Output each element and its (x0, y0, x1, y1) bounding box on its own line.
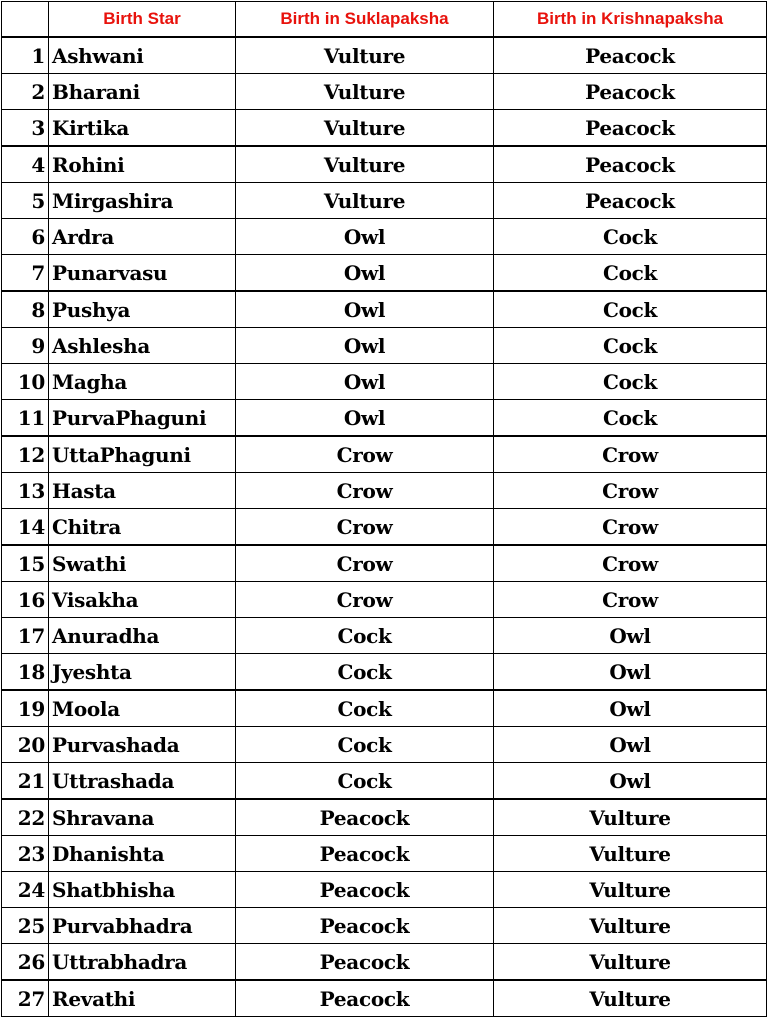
suklapaksha-bird-cell: Vulture (236, 146, 494, 183)
row-number-cell: 21 (2, 763, 49, 800)
suklapaksha-bird-cell: Vulture (236, 37, 494, 74)
row-number-cell: 26 (2, 944, 49, 981)
birth-star-cell: Revathi (49, 980, 236, 1017)
table-row (2, 872, 767, 908)
table-row (2, 219, 767, 255)
suklapaksha-bird-cell: Crow (236, 545, 494, 582)
table-row (2, 328, 767, 364)
row-number-cell: 11 (2, 400, 49, 437)
row-number-cell: 16 (2, 582, 49, 618)
table-row (2, 836, 767, 872)
row-number-cell: 3 (2, 110, 49, 147)
table-row (2, 763, 767, 800)
krishnapaksha-bird-cell: Owl (494, 690, 767, 727)
krishnapaksha-bird-cell: Cock (494, 219, 767, 255)
table-row (2, 74, 767, 110)
row-number-cell: 1 (2, 37, 49, 74)
birth-star-cell: Ashlesha (49, 328, 236, 364)
header-row (2, 2, 767, 38)
table-row (2, 400, 767, 437)
suklapaksha-bird-cell: Vulture (236, 110, 494, 147)
suklapaksha-bird-cell: Crow (236, 473, 494, 509)
birth-star-cell: Moola (49, 690, 236, 727)
krishnapaksha-bird-cell: Vulture (494, 836, 767, 872)
suklapaksha-bird-cell: Owl (236, 291, 494, 328)
suklapaksha-bird-cell: Peacock (236, 944, 494, 981)
krishnapaksha-bird-cell: Vulture (494, 944, 767, 981)
birth-star-cell: PurvaPhaguni (49, 400, 236, 437)
suklapaksha-bird-cell: Owl (236, 400, 494, 437)
suklapaksha-bird-cell: Owl (236, 219, 494, 255)
krishnapaksha-bird-cell: Crow (494, 545, 767, 582)
krishnapaksha-bird-cell: Crow (494, 473, 767, 509)
krishnapaksha-bird-cell: Peacock (494, 110, 767, 147)
birth-star-cell: Uttrashada (49, 763, 236, 800)
row-number-cell: 13 (2, 473, 49, 509)
row-number-cell: 22 (2, 799, 49, 836)
table-row (2, 618, 767, 654)
row-number-cell: 24 (2, 872, 49, 908)
row-number-cell: 4 (2, 146, 49, 183)
krishnapaksha-bird-cell: Owl (494, 763, 767, 800)
suklapaksha-bird-cell: Crow (236, 509, 494, 546)
birth-star-cell: Bharani (49, 74, 236, 110)
birth-star-cell: Shatbhisha (49, 872, 236, 908)
krishnapaksha-bird-cell: Vulture (494, 872, 767, 908)
row-number-cell: 5 (2, 183, 49, 219)
birth-star-cell: Punarvasu (49, 255, 236, 292)
suklapaksha-bird-cell: Vulture (236, 74, 494, 110)
birth-star-bird-table (1, 1, 767, 1017)
row-number-cell: 20 (2, 727, 49, 763)
header-krishnapaksha: Birth in Krishnapaksha (494, 2, 767, 38)
suklapaksha-bird-cell: Cock (236, 727, 494, 763)
table-row (2, 944, 767, 981)
krishnapaksha-bird-cell: Cock (494, 328, 767, 364)
row-number-cell: 9 (2, 328, 49, 364)
table-row (2, 37, 767, 74)
krishnapaksha-bird-cell: Cock (494, 400, 767, 437)
birth-star-cell: Ashwani (49, 37, 236, 74)
suklapaksha-bird-cell: Crow (236, 582, 494, 618)
birth-star-cell: Purvabhadra (49, 908, 236, 944)
krishnapaksha-bird-cell: Peacock (494, 37, 767, 74)
table-row (2, 908, 767, 944)
row-number-cell: 18 (2, 654, 49, 691)
table-row (2, 690, 767, 727)
table-row (2, 509, 767, 546)
krishnapaksha-bird-cell: Vulture (494, 980, 767, 1017)
row-number-cell: 7 (2, 255, 49, 292)
table-row (2, 183, 767, 219)
row-number-cell: 25 (2, 908, 49, 944)
birth-star-cell: Mirgashira (49, 183, 236, 219)
table-row (2, 110, 767, 147)
suklapaksha-bird-cell: Peacock (236, 799, 494, 836)
suklapaksha-bird-cell: Cock (236, 654, 494, 691)
table-row (2, 582, 767, 618)
krishnapaksha-bird-cell: Vulture (494, 799, 767, 836)
suklapaksha-bird-cell: Cock (236, 618, 494, 654)
krishnapaksha-bird-cell: Crow (494, 509, 767, 546)
table-body (2, 37, 767, 1017)
birth-star-cell: Purvashada (49, 727, 236, 763)
table-row (2, 255, 767, 292)
birth-star-cell: Chitra (49, 509, 236, 546)
row-number-cell: 14 (2, 509, 49, 546)
birth-star-cell: Uttrabhadra (49, 944, 236, 981)
birth-star-cell: Jyeshta (49, 654, 236, 691)
row-number-cell: 8 (2, 291, 49, 328)
birth-star-cell: Magha (49, 364, 236, 400)
table-row (2, 146, 767, 183)
suklapaksha-bird-cell: Owl (236, 255, 494, 292)
suklapaksha-bird-cell: Crow (236, 436, 494, 473)
row-number-cell: 6 (2, 219, 49, 255)
row-number-cell: 19 (2, 690, 49, 727)
birth-star-cell: Shravana (49, 799, 236, 836)
suklapaksha-bird-cell: Cock (236, 690, 494, 727)
birth-star-cell: Ardra (49, 219, 236, 255)
table-row (2, 980, 767, 1017)
krishnapaksha-bird-cell: Cock (494, 364, 767, 400)
birth-star-cell: Hasta (49, 473, 236, 509)
header-suklapaksha: Birth in Suklapaksha (236, 2, 494, 38)
birth-star-cell: UttaPhaguni (49, 436, 236, 473)
birth-star-cell: Rohini (49, 146, 236, 183)
krishnapaksha-bird-cell: Crow (494, 582, 767, 618)
krishnapaksha-bird-cell: Cock (494, 291, 767, 328)
header-birth-star: Birth Star (49, 2, 236, 38)
krishnapaksha-bird-cell: Peacock (494, 183, 767, 219)
suklapaksha-bird-cell: Peacock (236, 980, 494, 1017)
row-number-cell: 23 (2, 836, 49, 872)
table-row (2, 799, 767, 836)
row-number-cell: 2 (2, 74, 49, 110)
birth-star-cell: Kirtika (49, 110, 236, 147)
krishnapaksha-bird-cell: Owl (494, 727, 767, 763)
table-row (2, 545, 767, 582)
birth-star-cell: Dhanishta (49, 836, 236, 872)
row-number-cell: 12 (2, 436, 49, 473)
suklapaksha-bird-cell: Peacock (236, 872, 494, 908)
suklapaksha-bird-cell: Peacock (236, 836, 494, 872)
birth-star-cell: Visakha (49, 582, 236, 618)
krishnapaksha-bird-cell: Peacock (494, 146, 767, 183)
row-number-cell: 15 (2, 545, 49, 582)
table-row (2, 364, 767, 400)
table-row (2, 436, 767, 473)
suklapaksha-bird-cell: Owl (236, 328, 494, 364)
suklapaksha-bird-cell: Cock (236, 763, 494, 800)
krishnapaksha-bird-cell: Owl (494, 618, 767, 654)
krishnapaksha-bird-cell: Owl (494, 654, 767, 691)
krishnapaksha-bird-cell: Vulture (494, 908, 767, 944)
birth-star-cell: Swathi (49, 545, 236, 582)
row-number-cell: 17 (2, 618, 49, 654)
table-row (2, 654, 767, 691)
krishnapaksha-bird-cell: Cock (494, 255, 767, 292)
suklapaksha-bird-cell: Vulture (236, 183, 494, 219)
krishnapaksha-bird-cell: Crow (494, 436, 767, 473)
suklapaksha-bird-cell: Owl (236, 364, 494, 400)
table-row (2, 291, 767, 328)
row-number-cell: 27 (2, 980, 49, 1017)
header-number (2, 2, 49, 38)
table-row (2, 473, 767, 509)
krishnapaksha-bird-cell: Peacock (494, 74, 767, 110)
row-number-cell: 10 (2, 364, 49, 400)
birth-star-cell: Pushya (49, 291, 236, 328)
table-row (2, 727, 767, 763)
birth-star-cell: Anuradha (49, 618, 236, 654)
suklapaksha-bird-cell: Peacock (236, 908, 494, 944)
